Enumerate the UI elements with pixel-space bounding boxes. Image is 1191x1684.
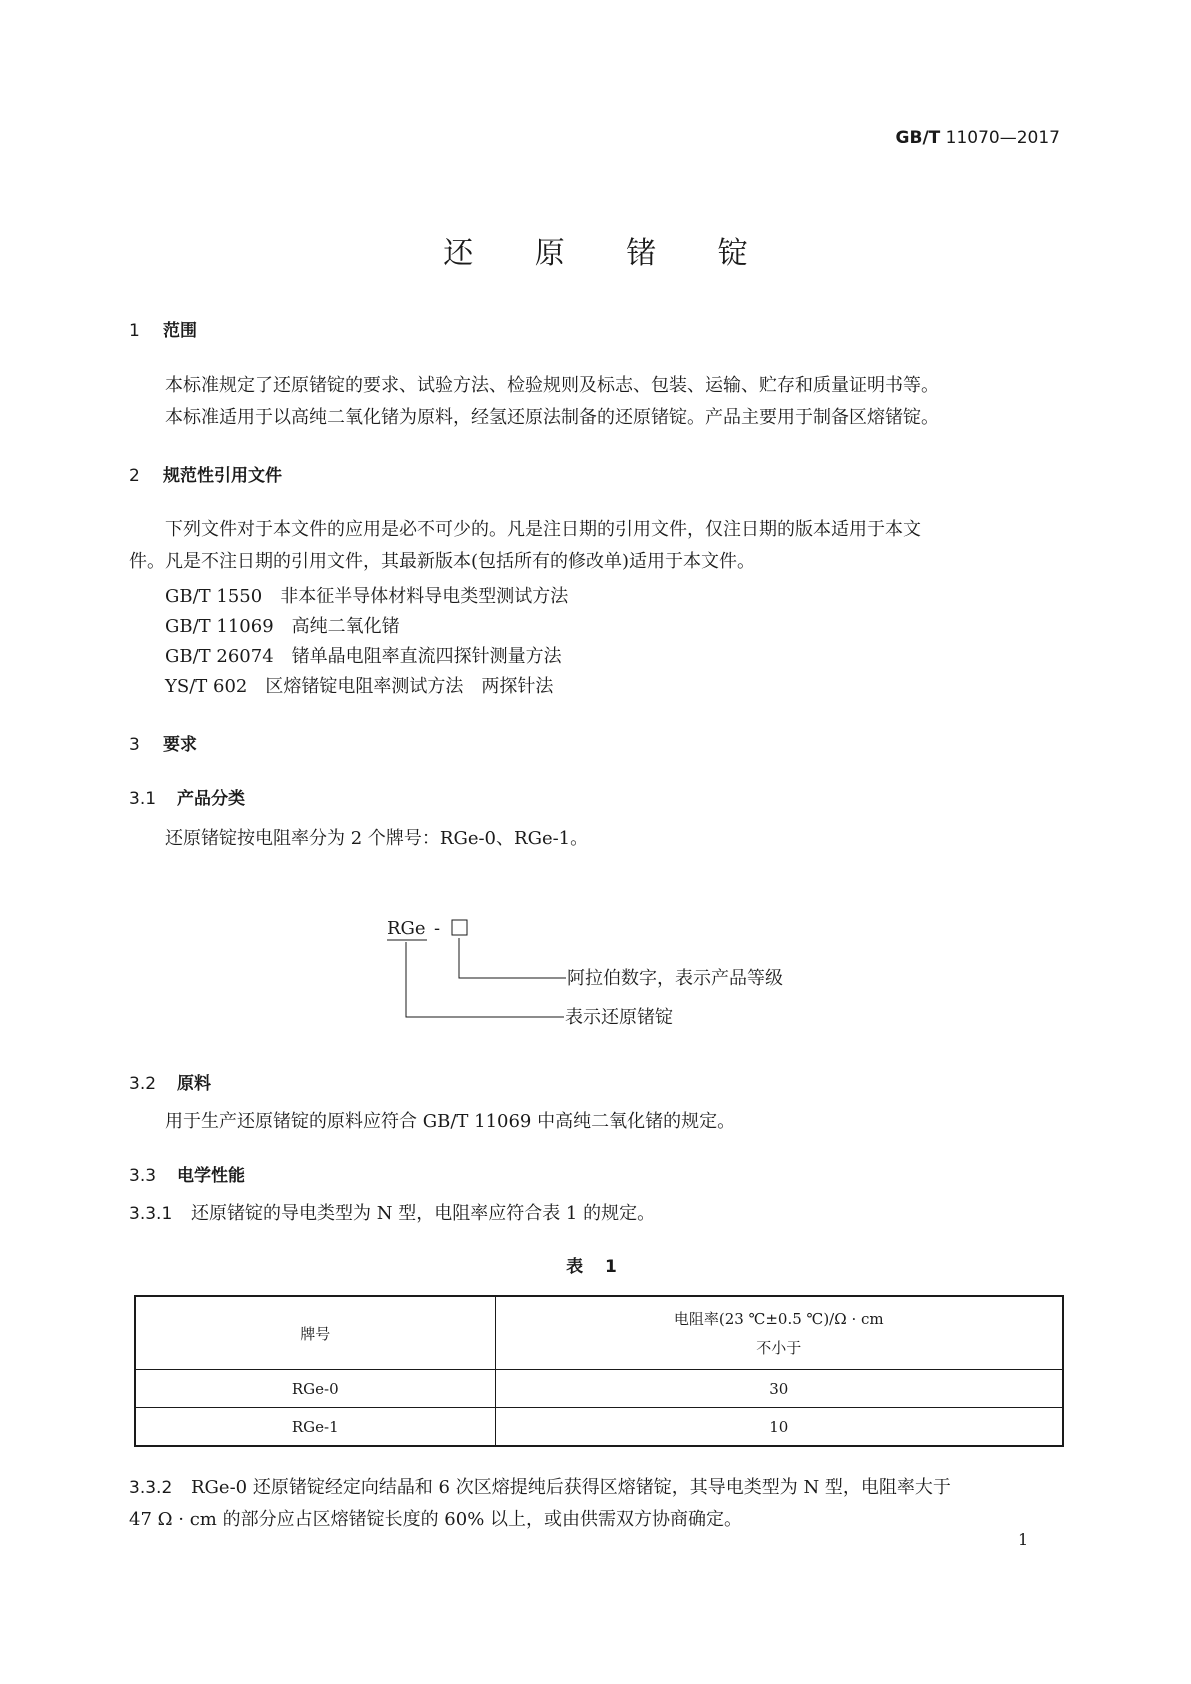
- clause-text: 还原锗锭的导电类型为 N 型，电阻率应符合表 1 的规定。: [191, 1203, 656, 1224]
- reference-title: 锗单晶电阻率直流四探针测量方法: [291, 646, 562, 667]
- section-3-2-paragraph: 用于生产还原锗锭的原料应符合 GB/T 11069 中高纯二氧化锗的规定。: [165, 1111, 736, 1132]
- section-number: 3: [129, 735, 140, 755]
- reference-item: [165, 582, 568, 608]
- section-title: 电学性能: [177, 1166, 245, 1186]
- diagram-grade-leader: [459, 938, 566, 978]
- clause-number: 3.3.1: [129, 1204, 173, 1224]
- section-3-heading: [129, 730, 197, 755]
- diagram-dash: -: [434, 918, 441, 939]
- cell-grade: RGe-1: [135, 1408, 495, 1447]
- section-2-paragraph-line-1: 下列文件对于本文件的应用是必不可少的。凡是注日期的引用文件，仅注日期的版本适用于本文: [165, 519, 921, 540]
- clause-number: 3.3.2: [129, 1478, 173, 1498]
- clause-text: RGe-0 还原锗锭经定向结晶和 6 次区熔提纯后获得区熔锗锭，其导电类型为 N 型，电阻率大于: [191, 1477, 951, 1498]
- reference-title: 非本征半导体材料导电类型测试方法: [280, 586, 569, 607]
- reference-item: [165, 672, 553, 698]
- cell-resistivity: 30: [495, 1370, 1063, 1408]
- diagram-prefix: RGe: [387, 918, 426, 939]
- standard-code-prefix: GB/T: [895, 128, 941, 148]
- section-3-2-heading: [129, 1069, 211, 1094]
- header-resistivity-line-2: 不小于: [756, 1339, 802, 1357]
- clause-3-3-2-line-1: [129, 1472, 951, 1504]
- reference-code: GB/T 11069: [165, 616, 274, 637]
- section-title: 原料: [177, 1074, 211, 1094]
- table-row: [135, 1370, 1063, 1408]
- reference-code: GB/T 1550: [165, 586, 263, 607]
- section-number: 3.2: [129, 1074, 157, 1094]
- section-1-heading: [129, 316, 197, 341]
- clause-3-3-1: [129, 1198, 655, 1230]
- reference-item: [165, 612, 400, 638]
- reference-code: GB/T 26074: [165, 646, 274, 667]
- section-1-paragraph-1: 本标准规定了还原锗锭的要求、试验方法、检验规则及标志、包装、运输、贮存和质量证明书等。: [165, 375, 939, 396]
- resistivity-table: [134, 1295, 1064, 1447]
- section-title: 规范性引用文件: [163, 466, 282, 486]
- table-header-row: [135, 1296, 1063, 1370]
- section-2-paragraph-line-2: 件。凡是不注日期的引用文件，其最新版本(包括所有的修改单)适用于本文件。: [129, 551, 756, 572]
- section-1-paragraph-2: 本标准适用于以高纯二氧化锗为原料，经氢还原法制备的还原锗锭。产品主要用于制备区熔锗锭。: [165, 407, 939, 428]
- diagram-prefix-label: 表示还原锗锭: [565, 1007, 673, 1028]
- table-caption: 表 1: [566, 1257, 625, 1277]
- section-title: 范围: [163, 321, 197, 341]
- section-3-3-heading: [129, 1161, 245, 1186]
- section-number: 2: [129, 466, 140, 486]
- cell-grade: RGe-0: [135, 1370, 495, 1408]
- page-number: 1: [1018, 1530, 1029, 1549]
- reference-item: [165, 642, 562, 668]
- section-2-heading: [129, 461, 282, 486]
- diagram-prefix-leader: [406, 942, 564, 1017]
- document-title: 还 原 锗 锭: [443, 236, 774, 271]
- diagram-grade-label: 阿拉伯数字，表示产品等级: [567, 968, 783, 989]
- section-number: 1: [129, 321, 140, 341]
- header-resistivity-line-1: 电阻率(23 ℃±0.5 ℃)/Ω · cm: [673, 1310, 884, 1328]
- section-title: 产品分类: [177, 789, 245, 809]
- section-number: 3.3: [129, 1166, 157, 1186]
- clause-3-3-2-line-2: 47 Ω · cm 的部分应占区熔锗锭长度的 60% 以上，或由供需双方协商确定。: [129, 1509, 743, 1530]
- section-3-1-heading: [129, 784, 245, 809]
- standard-code: [896, 128, 1060, 148]
- reference-code: YS/T 602: [165, 676, 248, 697]
- section-number: 3.1: [129, 789, 157, 809]
- header-grade: 牌号: [135, 1296, 495, 1370]
- cell-resistivity: 10: [495, 1408, 1063, 1447]
- section-title: 要求: [163, 735, 197, 755]
- standard-code-number: 11070—2017: [945, 128, 1060, 148]
- header-resistivity: [495, 1296, 1063, 1370]
- reference-title: 高纯二氧化锗: [291, 616, 400, 637]
- reference-title: 区熔锗锭电阻率测试方法 两探针法: [265, 676, 554, 697]
- table-row: [135, 1408, 1063, 1447]
- section-3-1-paragraph: 还原锗锭按电阻率分为 2 个牌号：RGe-0、RGe-1。: [165, 828, 589, 849]
- diagram-grade-box: [452, 920, 467, 935]
